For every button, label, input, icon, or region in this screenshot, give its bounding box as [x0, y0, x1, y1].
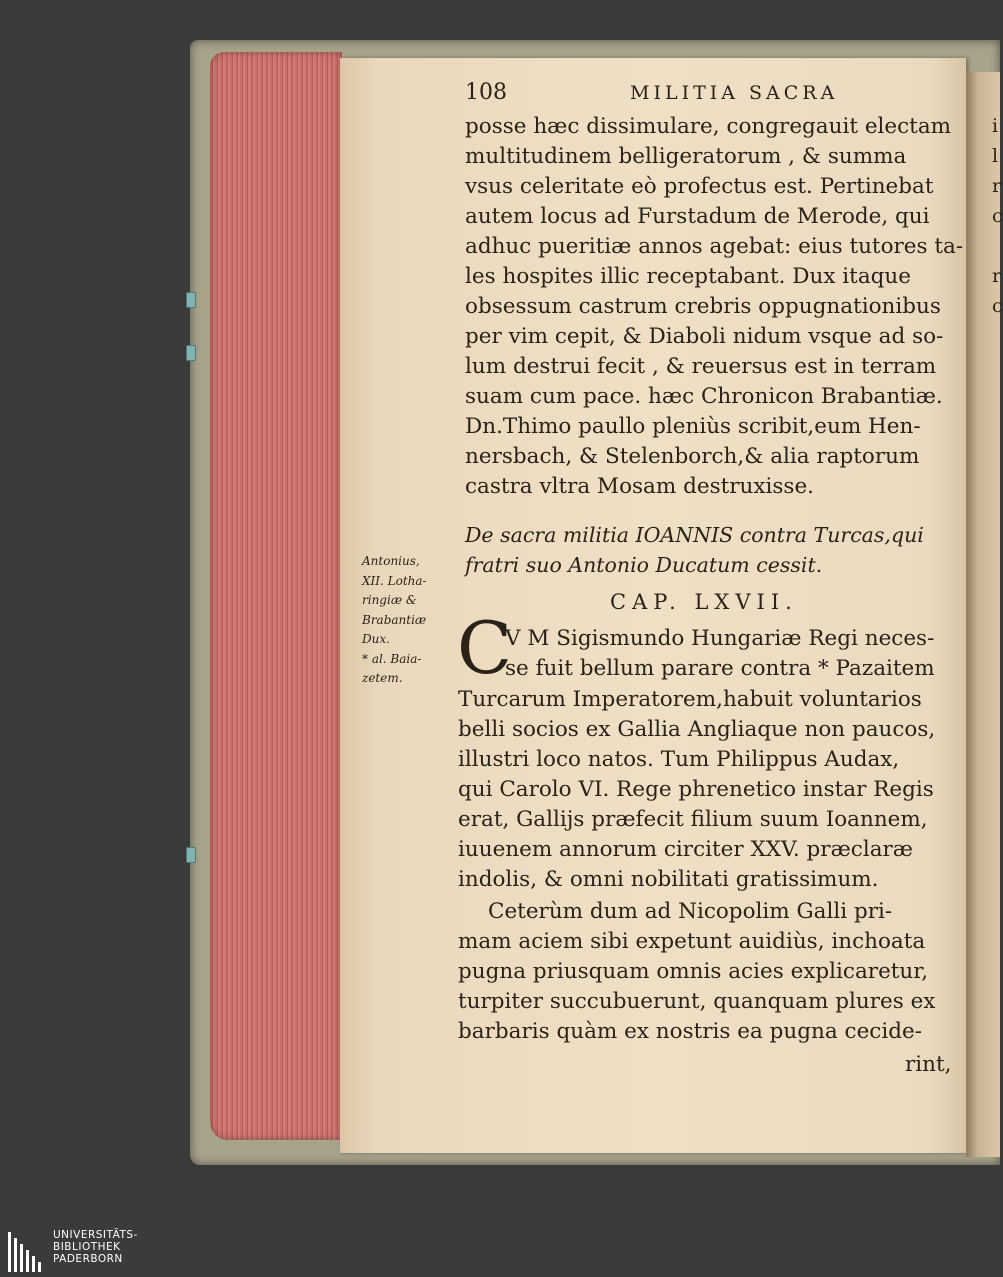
margin-note-line: Brabantiæ — [362, 612, 427, 627]
page-number: 108 — [465, 80, 507, 105]
facing-page-letter: c — [992, 295, 1003, 317]
text-line: adhuc pueritiæ annos agebat: eius tutores ta- — [465, 234, 964, 259]
text-line: erat, Gallijs præfecit filium suum Ioannem, — [458, 807, 928, 832]
text-line: Turcarum Imperatorem,habuit voluntarios — [458, 687, 922, 712]
text-line: per vim cepit, & Diaboli nidum vsque ad so- — [465, 324, 944, 349]
margin-note-line: XII. Lotha- — [362, 573, 427, 588]
facing-page-letter: l — [992, 145, 999, 167]
footer-bar — [0, 1225, 1000, 1277]
text-line: posse hæc dissimulare, congregauit electam — [465, 114, 952, 139]
catchword: rint, — [905, 1052, 952, 1077]
text-line: suam cum pace. hæc Chronicon Brabantiæ. — [465, 384, 943, 409]
margin-note — [362, 552, 452, 689]
text-line: indolis, & omni nobilitati gratissimum. — [458, 867, 879, 892]
text-line: autem locus ad Furstadum de Merode, qui — [465, 204, 930, 229]
page-edges — [210, 52, 342, 1140]
margin-note-line: Antonius, — [362, 554, 420, 568]
facing-page-letter: i — [992, 115, 999, 137]
section-heading-line: De sacra militia IOANNIS contra Turcas,qui — [465, 523, 924, 547]
text-line: mam aciem sibi expetunt auidiùs, inchoata — [458, 929, 926, 954]
library-name — [53, 1229, 138, 1265]
library-logo-icon — [8, 1232, 44, 1272]
drop-cap: C — [457, 606, 513, 690]
margin-note-line: * al. Baia- — [362, 651, 422, 666]
margin-note-line: zetem. — [362, 671, 403, 685]
chapter-heading: CAP. LXVII. — [610, 590, 798, 614]
running-title: MILITIA SACRA — [630, 82, 839, 104]
clasp-bottom — [186, 847, 196, 863]
margin-note-line: ringiæ & — [362, 593, 417, 607]
text-line: belli socios ex Gallia Angliaque non paucos, — [458, 717, 936, 742]
facing-page-edge — [966, 72, 1003, 1157]
facing-page-letter: r — [992, 175, 1002, 197]
text-line: multitudinem belligeratorum , & summa — [465, 144, 907, 169]
text-line: Ceterùm dum ad Nicopolim Galli pri- — [488, 899, 893, 924]
text-line: illustri loco natos. Tum Philippus Audax, — [458, 747, 900, 772]
text-line: les hospites illic receptabant. Dux itaque — [465, 264, 911, 289]
library-name-line: PADERBORN — [53, 1253, 123, 1265]
margin-note-line: Dux. — [362, 632, 390, 646]
text-line: qui Carolo VI. Rege phrenetico instar Regis — [458, 777, 934, 802]
facing-page-letter: c — [992, 205, 1003, 227]
text-line: vsus celeritate eò profectus est. Pertinebat — [465, 174, 934, 199]
library-name-line: BIBLIOTHEK — [53, 1241, 121, 1253]
text-line: V M Sigismundo Hungariæ Regi neces- — [505, 626, 935, 651]
text-line: lum destrui fecit , & reuersus est in terram — [465, 354, 937, 379]
text-line: castra vltra Mosam destruxisse. — [465, 474, 814, 499]
section-heading-line: fratri suo Antonio Ducatum cessit. — [465, 553, 823, 577]
text-line: se fuit bellum parare contra * Pazaitem — [505, 656, 935, 681]
text-line: obsessum castrum crebris oppugnationibus — [465, 294, 941, 319]
text-line: turpiter succubuerunt, quanquam plures ex — [458, 989, 936, 1014]
page-header — [465, 80, 965, 110]
text-line: iuuenem annorum circiter XXV. præclaræ — [458, 837, 913, 862]
clasp-mid — [186, 345, 196, 361]
facing-page-letter: r — [992, 265, 1002, 287]
library-name-line: UNIVERSITÄTS- — [53, 1229, 138, 1241]
text-line: Dn.Thimo paullo pleniùs scribit,eum Hen- — [465, 414, 921, 439]
text-line: nersbach, & Stelenborch,& alia raptorum — [465, 444, 920, 469]
text-line: barbaris quàm ex nostris ea pugna cecide- — [458, 1019, 922, 1044]
clasp-top — [186, 292, 196, 308]
text-line: pugna priusquam omnis acies explicaretur, — [458, 959, 929, 984]
